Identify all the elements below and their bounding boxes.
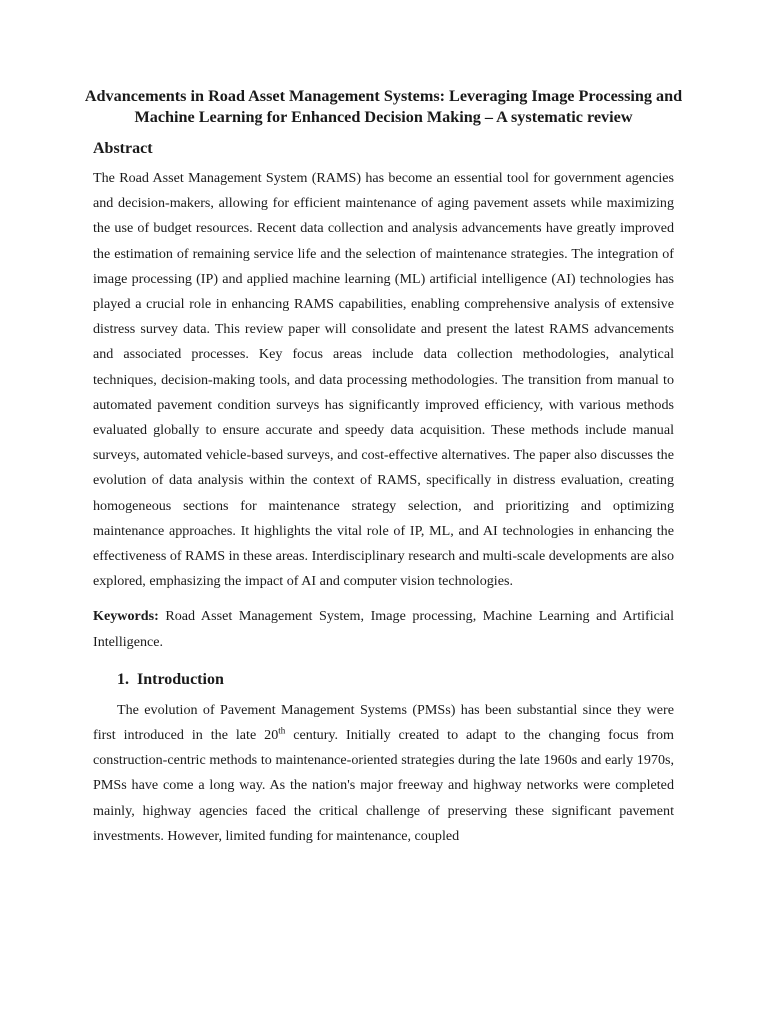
abstract-text: The Road Asset Management System (RAMS) has become an essential tool for government agencies and decision-makers, allowing for efficient maintenance of aging pavement assets while maximizing the use of budget resources. Recent data collection and analysis advancements have greatly improved the estimation of remaining service life and the selection of maintenance strategies. The integration of image processing (IP) and applied machine learning (ML) artificial intelligence (AI) technologies has played a crucial role in enhancing RAMS capabilities, enabling comprehensive analysis of extensive distress survey data. This review paper will consolidate and present the latest RAMS advancements and associated processes. Key focus areas include data collection methodologies, analytical techniques, decision-making tools, and data processing methodologies. The transition from manual to automated pavement condition surveys has significantly improved efficiency, with various methods evaluated globally to ensure accurate and speedy data acquisition. These methods include manual surveys, automated vehicle-based surveys, and cost-effective alternatives. The paper also discusses the evolution of data analysis within the context of RAMS, specifically in distress evaluation, creating homogeneous sections for maintenance strategy selection, and prioritizing and optimizing maintenance approaches. It highlights the vital role of IP, ML, and AI technologies in enhancing the effectiveness of RAMS in these areas. Interdisciplinary research and multi-scale developments are also explored, emphasizing the impact of AI and computer vision technologies. [93, 170, 674, 590]
abstract-heading: Abstract [93, 140, 153, 157]
paper-title: Advancements in Road Asset Management Systems: Leveraging Image Processing and Machine Learning for Enhanced Decision Making – A systematic review [84, 87, 683, 126]
keywords-label: Keywords: [93, 608, 159, 625]
section-heading-introduction [117, 670, 674, 690]
intro-text-part2: century. Initially created to adapt to the changing focus from construction-centric methods to maintenance-oriented strategies during the late 1960s and early 1970s, PMSs have come a long way. As the nation's major freeway and highway networks were completed mainly, highway agencies faced the critical challenge of preserving these significant pavement investments. However, limited funding for maintenance, coupled [93, 727, 674, 844]
intro-text-part1: The evolution of Pavement Management Systems (PMSs) has been substantial since they were first introduced in the late 20 [93, 701, 674, 744]
paper-page [84, 86, 683, 849]
section-title: Introduction [137, 670, 224, 688]
keywords-text: Road Asset Management System, Image processing, Machine Learning and Artificial Intelligence. [93, 608, 674, 650]
keywords-paragraph [93, 604, 674, 654]
introduction-paragraph [93, 698, 674, 849]
ordinal-superscript: th [278, 725, 286, 736]
section-number: 1. [117, 670, 129, 688]
